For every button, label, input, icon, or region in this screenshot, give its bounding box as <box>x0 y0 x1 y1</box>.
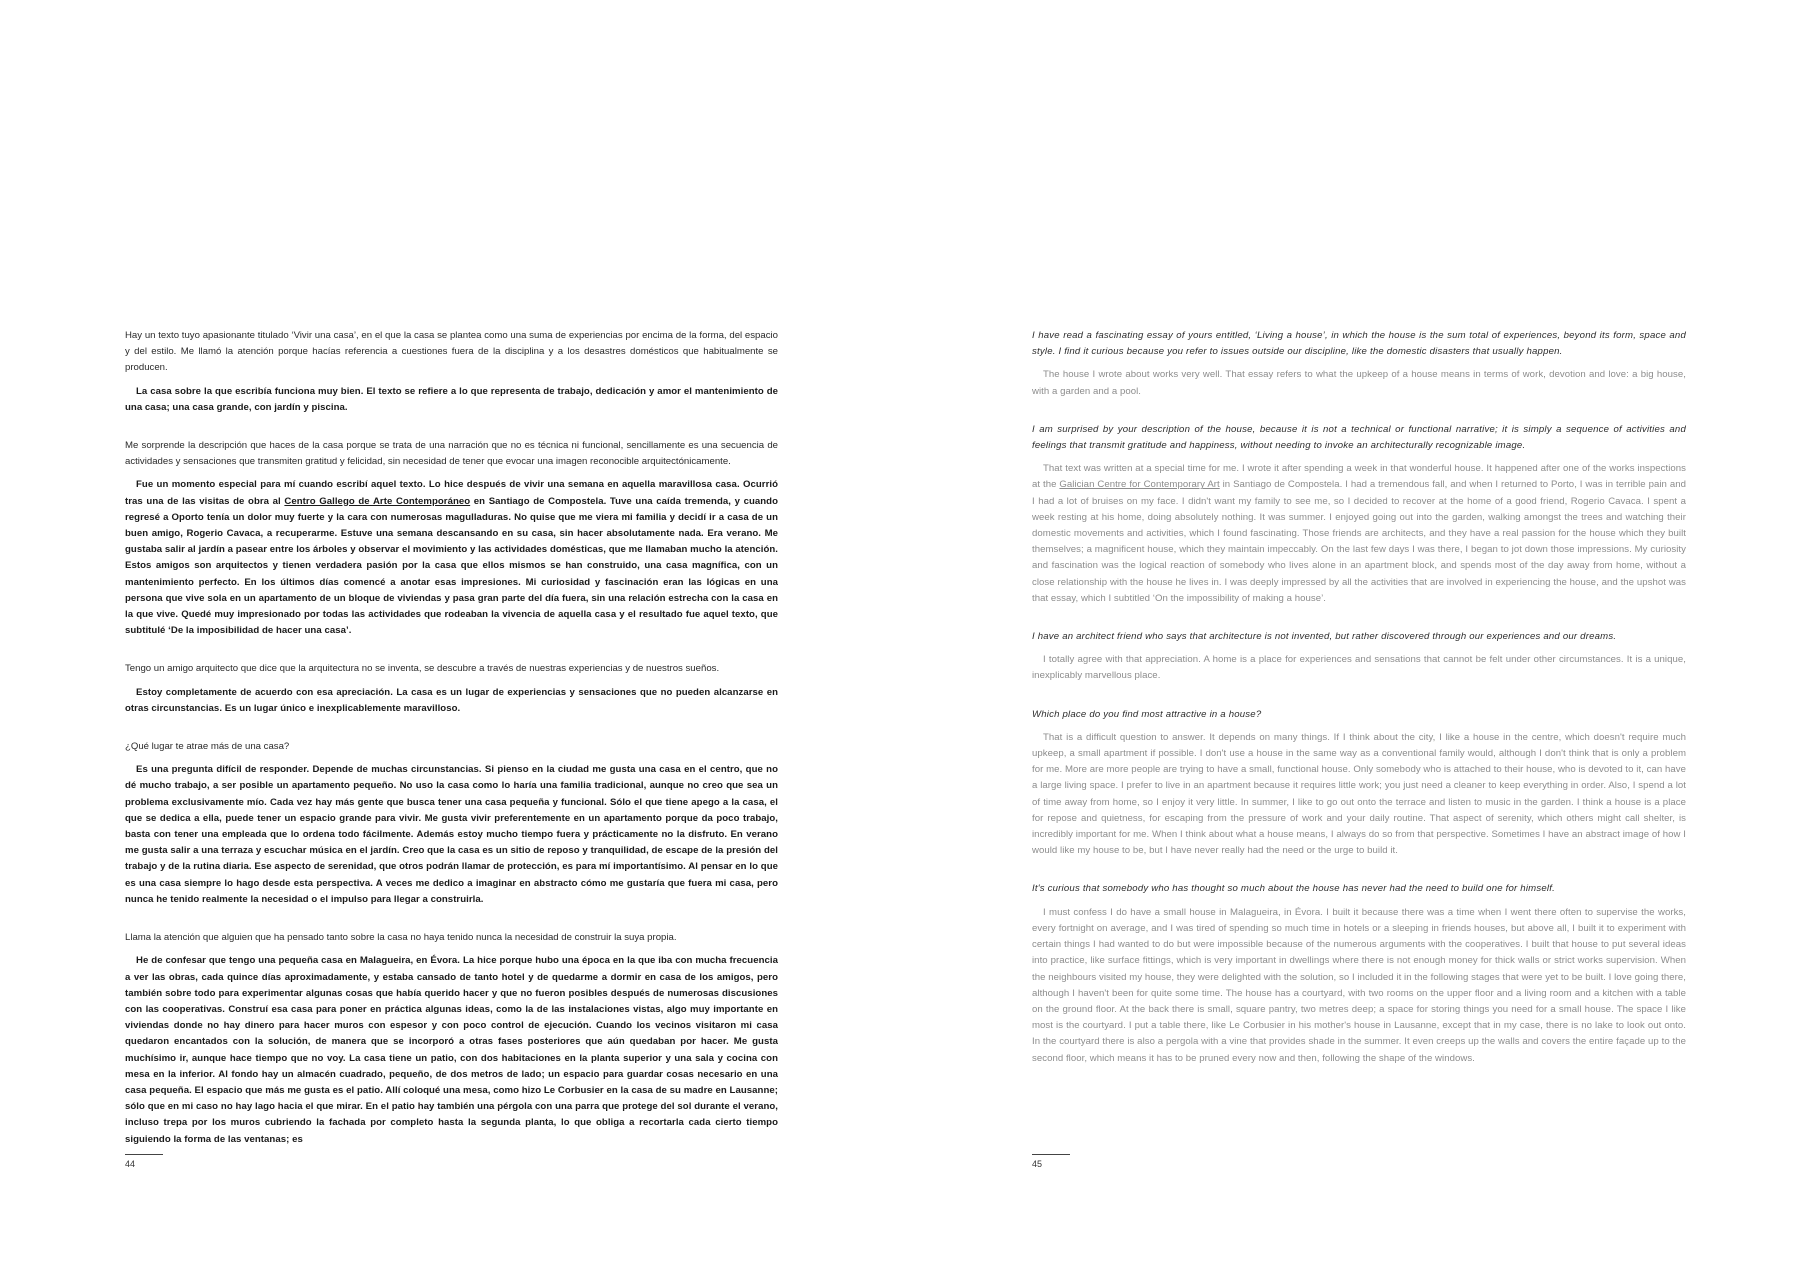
answer-text-after-link: en Santiago de Compostela. Tuve una caída tremenda, y cuando regresé a Oporto tenía un dolor muy fuerte y la cara con numerosas magulladuras. No quise que me viera mi familia y decidí ir a casa de un buen amigo, Rogerio Cavaca, a recuperarme. Estuve una semana descansando en su casa, sin hacer absolutamente nada. Era verano. Me gustaba salir al jardín a pasear entre los árboles y observar el movimiento y las actividades domésticas, que me llamaban mucho la atención. Estos amigos son arquitectos y tienen verdadera pasión por la casa que ellos mismos se han construido, una casa magnífica, con un mantenimiento perfecto. En los últimos días comencé a anotar esas impresiones. Mi curiosidad y fascinación eran las lógicas en una persona que vive sola en un apartamento de un bloque de viviendas y pasa gran parte del día fuera, sin una relación estrecha con la casa en la que vive. Quedé muy impresionado por todas las actividades que rodeaban la vivencia de aquella casa y el resultado fue aquel texto, que subtitulé ‘De la imposibilidad de hacer una casa’. <box>125 495 778 637</box>
question-paragraph: I have an architect friend who says that architecture is not invented, but rather discovered through our experiences and our dreams. <box>1032 631 1617 643</box>
question-paragraph: It's curious that somebody who has thought so much about the house has never had the need to build one for himself. <box>1032 883 1555 895</box>
answer-text-before-link: That text was written at a special time for me. I wrote it after spending a week in that wonderful house. It happened after one of the works inspections at the <box>1032 463 1686 491</box>
question-paragraph: Which place do you find most attractive in a house? <box>1032 708 1262 720</box>
answer-paragraph: That is a difficult question to answer. It depends on many things. If I think about the city, I like a house in the centre, which doesn't require much upkeep, a small apartment if possible. I don't use a house in the same way as a conventional family would, although I don't think that is only a problem for me. More are more people are trying to have a small, functional house. Only somebody who is attached to their house, who is devoted to it, can have a large living space. I prefer to live in an apartment because it requires little work; you just need a cleaner to keep everything in order. Also, I spend a lot of time away from home, so I enjoy it very little. In summer, I like to go out onto the terrace and listen to music in the garden. I think a house is a place for repose and quietness, for escaping from the pressure of work and your daily routine. That aspect of serenity, which others might call shelter, is incredibly important for me. When I think about what a house means, I always do so from that perspective. Sometimes I have an abstract image of how I would like my house to be, but I have never really had the need or the urge to build it. <box>1032 731 1686 857</box>
answer-paragraph: I must confess I do have a small house in Malagueira, in Évora. I built it because there was a time when I went there often to supervise the works, every fortnight on average, and I was tired of spending so much time in hotels or a sleeping in friends houses, but above all, I built it to experiment with certain things I had wanted to do but were impossible because of the numerous arguments with the cooperatives. I built that house to put several ideas into practice, like surface fittings, which is very important in dwellings where there is not enough money for thick walls or strict works supervision. When the neighbours visited my house, they were delighted with the solution, so I included it in the following stages that were yet to be built. I love going there, although I haven't been for quite some time. The house has a courtyard, with two rooms on the upper floor and a living room and a kitchen with a table on the ground floor. At the back there is small, square pantry, two metres deep; a space for storing things you need for a small house. The space I like most is the courtyard. I put a table there, like Le Corbusier in his mother's house in Lausanne, except that in my case, there is no lake to look out onto. In the courtyard there is also a pergola with a vine that provides shade in the summer. It even creeps up the walls and covers the entire façade up to the second floor, which means it has to be pruned every now and then, following the shape of the windows. <box>1032 906 1686 1064</box>
question-paragraph: I am surprised by your description of the house, because it is not a technical or functional narrative; it is simply a sequence of activities and feelings that transmit gratitude and happiness, without needing to invoke an architecturally recognizable image. <box>1032 423 1686 452</box>
inline-link-galician-centre[interactable]: Galician Centre for Contemporary Art <box>1059 479 1220 491</box>
spanish-text-column <box>125 328 778 1170</box>
question-paragraph: Llama la atención que alguien que ha pensado tanto sobre la casa no haya tenido nunca la necesidad de construir la suya propia. <box>125 932 677 944</box>
answer-paragraph: Es una pregunta difícil de responder. Depende de muchas circunstancias. Si pienso en la ciudad me gusta una casa en el centro, que no dé mucho trabajo, a ser posible un apartamento pequeño. No uso la casa como lo haría una familia tradicional, aunque no creo que sea un problema exclusivamente mío. Cada vez hay más gente que busca tener una casa pequeña y funcional. Sólo el que tiene apego a la casa, el que se dedica a ella, puede tener un espacio grande para vivir. Me gusta vivir preferentemente en un apartamento porque da poco trabajo, basta con tener una empleada que lo ordena todo fácilmente. Además estoy mucho tiempo fuera y prácticamente no la disfruto. En verano me gusta salir a una terraza y escuchar música en el jardín. Creo que la casa es un sitio de reposo y tranquilidad, de escape de la presión del trabajo y de la rutina diaria. Ese aspecto de serenidad, que otros podrán llamar de protección, es para mí importantísimo. Al pensar en lo que es una casa siempre lo hago desde esta perspectiva. A veces me dedico a imaginar en abstracto cómo me gustaría que fuera mi casa, pero nunca he tenido realmente la necesidad o el impulso para llegar a construirla. <box>125 764 778 905</box>
question-paragraph: Me sorprende la descripción que haces de la casa porque se trata de una narración que no es técnica ni funcional, sencillamente es una secuencia de actividades y sensaciones que transmiten gratitud y felicidad, sin necesidad de tener que evocar una imagen reconocible arquitectónicamente. <box>125 440 778 468</box>
question-paragraph: Tengo un amigo arquitecto que dice que la arquitectura no se inventa, se descubre a través de nuestras experiencias y de nuestros sueños. <box>125 663 720 675</box>
question-paragraph: I have read a fascinating essay of yours entitled, ‘Living a house’, in which the house is the sum total of experiences, beyond its form, space and style. I find it curious because you refer to issues outside our discipline, like the domestic disasters that usually happen. <box>1032 330 1686 358</box>
answer-paragraph: I totally agree with that appreciation. A home is a place for experiences and sensations that cannot be felt under other circumstances. It is a unique, inexplicably marvellous place. <box>1032 654 1686 682</box>
question-paragraph: Hay un texto tuyo apasionante titulado ‘Vivir una casa’, en el que la casa se plantea como una suma de experiencias por encima de la forma, del espacio y del estilo. Me llamó la atención porque hacías referencia a cuestiones fuera de la disciplina y a los desastres domésticos que habitualmente se producen. <box>125 330 778 374</box>
right-page <box>900 0 1800 1275</box>
answer-paragraph <box>1032 461 1686 607</box>
answer-paragraph: Estoy completamente de acuerdo con esa apreciación. La casa es un lugar de experiencias y sensaciones que no pueden alcanzarse en otras circunstancias. Es un lugar único e inexplicablemente maravilloso. <box>125 686 778 714</box>
page-number: 44 <box>125 1154 163 1169</box>
answer-paragraph: The house I wrote about works very well. That essay refers to what the upkeep of a house means in terms of work, devotion and love: a big house, with a garden and a pool. <box>1032 369 1686 397</box>
answer-paragraph: La casa sobre la que escribía funciona muy bien. El texto se refiere a lo que representa de trabajo, dedicación y amor el mantenimiento de una casa; una casa grande, con jardín y piscina. <box>125 385 778 413</box>
answer-paragraph: He de confesar que tengo una pequeña casa en Malagueira, en Évora. La hice porque hubo una época en la que iba con mucha frecuencia a ver las obras, cada quince días aproximadamente, y estaba cansado de tanto hotel y de quedarme a dormir en casa de los amigos, pero también sobre todo para experimentar algunas cosas que había querido hacer y que no fueron posibles después de numerosas discusiones con las cooperativas. Construí esa casa para poner en práctica algunas ideas, como la de las instalaciones vistas, algo muy importante en viviendas donde no hay dinero para hacer muros con espesor y con poco control de ejecución. Cuando los vecinos visitaron mi casa quedaron encantados con la solución, de manera que se incorporó a otras fases posteriores que aún quedaban por hacer. Me gusta muchísimo ir, aunque hace tiempo que no voy. La casa tiene un patio, con dos habitaciones en la planta superior y una sala y cocina con mesa en la inferior. Al fondo hay un almacén cuadrado, pequeño, de dos metros de lado; un espacio para guardar cosas necesario en una casa pequeña. El espacio que más me gusta es el patio. Allí coloqué una mesa, como hizo Le Corbusier en la casa de su madre en Lausanne; sólo que en mi caso no hay lago hacia el que mirar. En el patio hay también una pérgola con una parra que protege del sol durante el verano, incluso trepa por los muros cubriendo la fachada por completo hasta la segunda planta, lo que obliga a recortarla cada cierto tiempo siguiendo la forma de las ventanas; es <box>125 955 778 1145</box>
english-text-column <box>1032 328 1686 1089</box>
answer-text-before-link: Fue un momento especial para mí cuando escribí aquel texto. Lo hice después de vivir una semana en aquella maravillosa casa. Ocurrió tras una de las visitas de obra al <box>125 479 778 507</box>
answer-text-after-link: in Santiago de Compostela. I had a tremendous fall, and when I returned to Porto, I was in terrible pain and I had a lot of bruises on my face. I didn't want my family to see me, so I decided to recover at the home of a good friend, Rogerio Cavaca. I spent a week resting at his home, doing absolutely nothing. It was summer. I enjoyed going out into the garden, walking amongst the trees and watching their domestic movements and activities, which I found fascinating. Those friends are architects, and they have a real passion for the house which they built themselves; a magnificent house, which they maintain impeccably. On the last few days I was there, I began to jot down those impressions. My curiosity and fascination was the logical reaction of somebody who lives alone in an apartment block, and spends most of the day away from home, without a close relationship with the house he lives in. I was deeply impressed by all the activities that are involved in experiencing the house, and the upshot was that essay, which I subtitled ‘On the impossibility of making a house’. <box>1032 479 1686 604</box>
inline-link-cgac[interactable]: Centro Gallego de Arte Contemporáneo <box>284 495 471 507</box>
page-number: 45 <box>1032 1154 1070 1169</box>
answer-paragraph <box>125 477 778 639</box>
question-paragraph: ¿Qué lugar te atrae más de una casa? <box>125 741 290 753</box>
